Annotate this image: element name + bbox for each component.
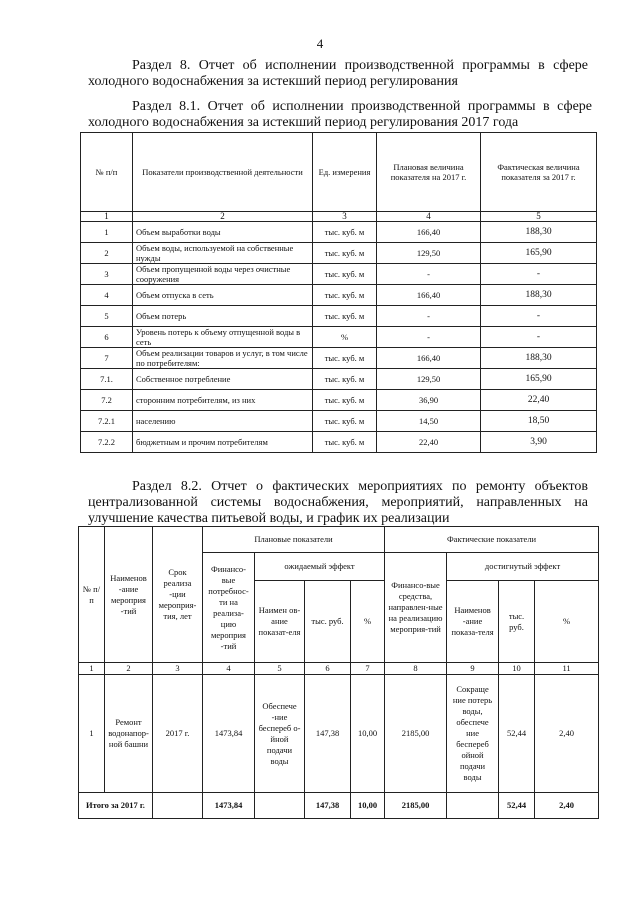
header-term: Срок реализа -ции мероприя-тия, лет: [153, 527, 203, 663]
row-fact: 188,30: [481, 222, 597, 243]
col-number: 4: [377, 212, 481, 222]
table-row: [81, 369, 597, 390]
row-plan-finance: 1473,84: [203, 675, 255, 793]
column-number-row: [81, 212, 597, 222]
row-num: 7.2.1: [81, 411, 133, 432]
row-num: 3: [81, 264, 133, 285]
col-number: 6: [305, 663, 351, 675]
section-8-1-heading: Раздел 8.1. Отчет об исполнении производственной программы в сфере холодного водоснабжения за истекший период регулирования 2017 года: [88, 99, 592, 130]
row-fact: 188,30: [481, 348, 597, 369]
row-indicator: сторонним потребителям, из них: [133, 390, 313, 411]
header-achieved-effect: достигнутый эффект: [447, 553, 599, 581]
header-pct: %: [535, 581, 599, 663]
row-unit: тыс. куб. м: [313, 369, 377, 390]
row-unit: тыс. куб. м: [313, 243, 377, 264]
col-number: 7: [351, 663, 385, 675]
header-indicator: Показатели производственной деятельности: [133, 133, 313, 212]
header-num: № п/п: [79, 527, 105, 663]
table-row: [81, 327, 597, 348]
section-8-2-heading: Раздел 8.2. Отчет о фактических мероприятиях по ремонту объектов централизованной системы водоснабжения, мероприятий, направленных на улучшение качества питьевой воды, и график их реализации: [88, 479, 588, 526]
row-fact: 3,90: [481, 432, 597, 453]
measures-table: [78, 526, 599, 819]
col-number: 11: [535, 663, 599, 675]
total-fact-effect: [447, 793, 499, 819]
row-fact-pct: 2,40: [535, 675, 599, 793]
header-fact: Фактическая величина показателя за 2017 г.: [481, 133, 597, 212]
table-row: [81, 243, 597, 264]
table-row: [81, 432, 597, 453]
row-indicator: Объем реализации товаров и услуг, в том числе по потребителям:: [133, 348, 313, 369]
row-plan-pct: 10,00: [351, 675, 385, 793]
row-indicator: Собственное потребление: [133, 369, 313, 390]
row-unit: тыс. куб. м: [313, 264, 377, 285]
total-fact-finance: 2185,00: [385, 793, 447, 819]
col-number: 3: [153, 663, 203, 675]
row-fact: 188,30: [481, 285, 597, 306]
row-indicator: Объем выработки воды: [133, 222, 313, 243]
row-unit: тыс. куб. м: [313, 411, 377, 432]
row-num: 7.1.: [81, 369, 133, 390]
row-plan: 22,40: [377, 432, 481, 453]
total-plan-finance: 1473,84: [203, 793, 255, 819]
header-rub: тыс. руб.: [499, 581, 535, 663]
header-unit: Ед. измерения: [313, 133, 377, 212]
row-indicator: Уровень потерь к объему отпущенной воды в сеть: [133, 327, 313, 348]
col-number: 1: [81, 212, 133, 222]
column-number-row: [79, 663, 599, 675]
row-num: 7.2.2: [81, 432, 133, 453]
table-row: [79, 675, 599, 793]
row-num: 7: [81, 348, 133, 369]
row-plan: -: [377, 327, 481, 348]
header-fact-finance: Финансо-вые средства, направлен-ные на реализацию мероприя-тий: [385, 553, 447, 663]
section-8-heading: Раздел 8. Отчет об исполнении производственной программы в сфере холодного водоснабжения за истекший период регулирования: [88, 58, 588, 89]
row-fact-rub: 52,44: [499, 675, 535, 793]
row-fact: -: [481, 264, 597, 285]
row-plan: 166,40: [377, 285, 481, 306]
row-fact: 18,50: [481, 411, 597, 432]
row-indicator: Объем потерь: [133, 306, 313, 327]
header-plan-finance: Финансо-вые потребнос-ти на реализа-цию мероприя -тий: [203, 553, 255, 663]
row-unit: тыс. куб. м: [313, 306, 377, 327]
col-number: 2: [105, 663, 153, 675]
row-unit: тыс. куб. м: [313, 432, 377, 453]
row-plan: -: [377, 306, 481, 327]
row-unit: %: [313, 327, 377, 348]
row-num: 1: [81, 222, 133, 243]
col-number: 1: [79, 663, 105, 675]
header-pct: %: [351, 581, 385, 663]
header-rub: тыс. руб.: [305, 581, 351, 663]
row-fact: -: [481, 306, 597, 327]
row-fact-finance: 2185,00: [385, 675, 447, 793]
row-plan: 166,40: [377, 222, 481, 243]
page-number: 4: [316, 36, 324, 51]
total-plan-effect: [255, 793, 305, 819]
header-plan: Плановые показатели: [203, 527, 385, 553]
table-header-row: [79, 527, 599, 553]
row-num: 5: [81, 306, 133, 327]
row-num: 6: [81, 327, 133, 348]
row-plan: 166,40: [377, 348, 481, 369]
col-number: 2: [133, 212, 313, 222]
row-num: 7.2: [81, 390, 133, 411]
table-row: [81, 411, 597, 432]
row-fact: 22,40: [481, 390, 597, 411]
row-fact: -: [481, 327, 597, 348]
row-unit: тыс. куб. м: [313, 390, 377, 411]
row-plan-effect: Обеспече -ние беспереб о-йной подачи воды: [255, 675, 305, 793]
row-num: 4: [81, 285, 133, 306]
col-number: 8: [385, 663, 447, 675]
row-unit: тыс. куб. м: [313, 222, 377, 243]
row-unit: тыс. куб. м: [313, 285, 377, 306]
table-row: [81, 264, 597, 285]
row-fact-effect: Сокраще ние потерь воды, обеспече ние беспереб ойной подачи воды: [447, 675, 499, 793]
table-row: [81, 222, 597, 243]
row-indicator: бюджетным и прочим потребителям: [133, 432, 313, 453]
total-plan-rub: 147,38: [305, 793, 351, 819]
row-name: Ремонт водонапор-ной башни: [105, 675, 153, 793]
col-number: 5: [481, 212, 597, 222]
col-number: 10: [499, 663, 535, 675]
row-plan: 129,50: [377, 243, 481, 264]
production-program-table: [80, 132, 597, 453]
row-plan: 129,50: [377, 369, 481, 390]
row-unit: тыс. куб. м: [313, 348, 377, 369]
row-plan: 36,90: [377, 390, 481, 411]
row-indicator: населению: [133, 411, 313, 432]
table-row: [81, 390, 597, 411]
row-indicator: Объем пропущенной воды через очистные сооружения: [133, 264, 313, 285]
row-fact: 165,90: [481, 369, 597, 390]
table-row: [81, 306, 597, 327]
row-num: 2: [81, 243, 133, 264]
header-effect-name: Наимен ов-ание показат-еля: [255, 581, 305, 663]
col-number: 5: [255, 663, 305, 675]
table-row: [81, 285, 597, 306]
row-indicator: Объем воды, используемой на собственные нужды: [133, 243, 313, 264]
row-plan-rub: 147,38: [305, 675, 351, 793]
col-number: 9: [447, 663, 499, 675]
row-fact: 165,90: [481, 243, 597, 264]
table-row: [81, 348, 597, 369]
row-num: 1: [79, 675, 105, 793]
header-plan: Плановая величина показателя на 2017 г.: [377, 133, 481, 212]
row-plan: 14,50: [377, 411, 481, 432]
col-number: 3: [313, 212, 377, 222]
total-fact-rub: 52,44: [499, 793, 535, 819]
row-term: 2017 г.: [153, 675, 203, 793]
header-expected-effect: ожидаемый эффект: [255, 553, 385, 581]
header-num: № п/п: [81, 133, 133, 212]
header-fact: Фактические показатели: [385, 527, 599, 553]
header-name: Наименов -ание мероприя -тий: [105, 527, 153, 663]
row-indicator: Объем отпуска в сеть: [133, 285, 313, 306]
total-plan-pct: 10,00: [351, 793, 385, 819]
table-header-row: [81, 133, 597, 212]
total-fact-pct: 2,40: [535, 793, 599, 819]
header-effect-name: Наименов -ание показа-теля: [447, 581, 499, 663]
total-label: Итого за 2017 г.: [79, 793, 153, 819]
total-row: [79, 793, 599, 819]
col-number: 4: [203, 663, 255, 675]
total-term: [153, 793, 203, 819]
row-plan: -: [377, 264, 481, 285]
